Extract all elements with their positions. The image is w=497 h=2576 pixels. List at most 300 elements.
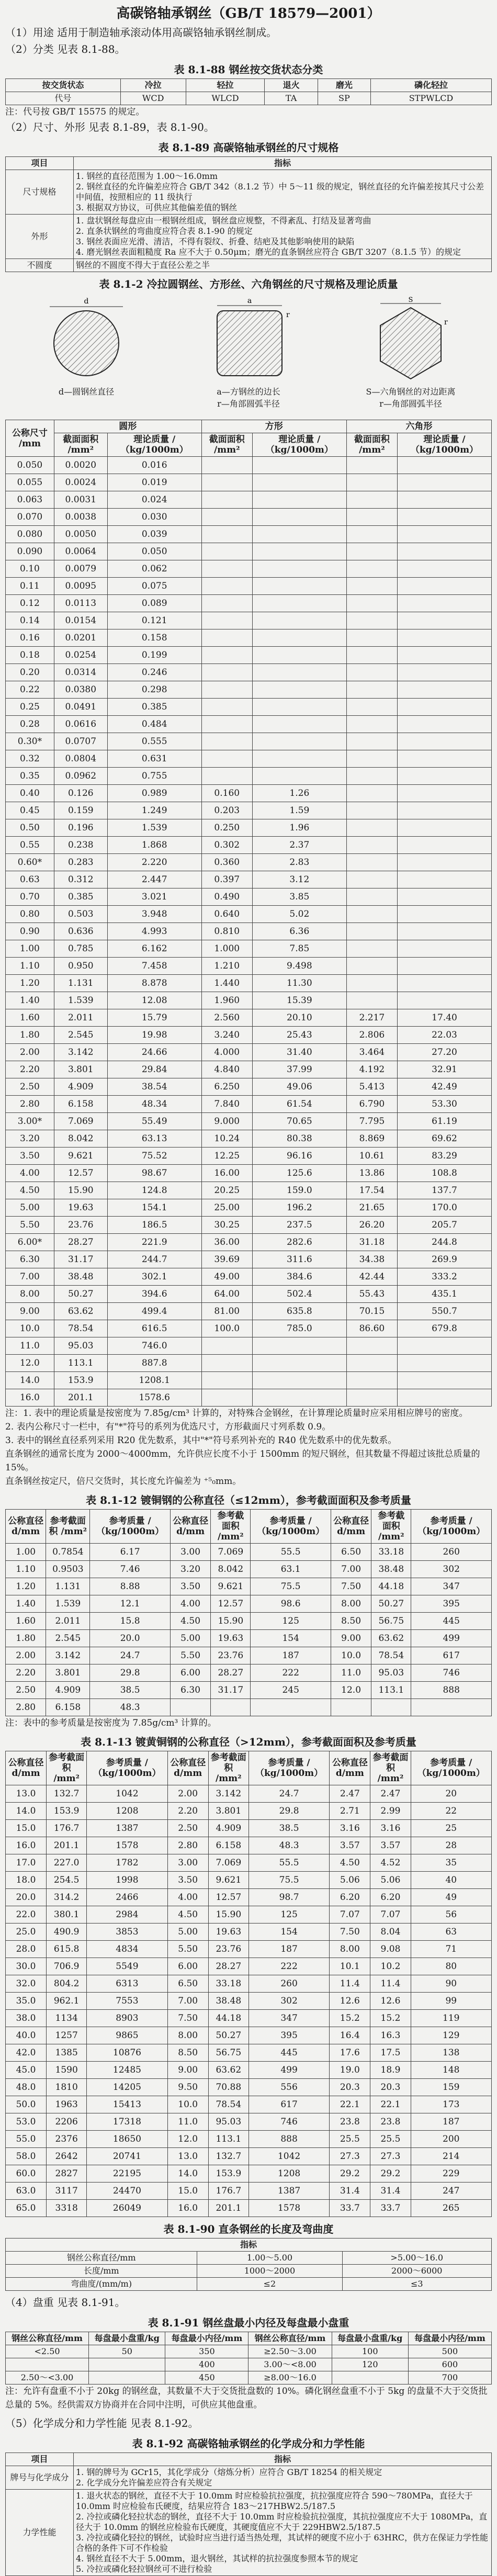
table-81-12-cell: 31.17 [211, 1682, 251, 1699]
weight-paragraph: （4）盘重 见表 8.1-91。 [5, 2296, 126, 2309]
table-81-13-cell: 23.76 [208, 1941, 249, 1958]
table-81-13-cell: 2984 [87, 1906, 167, 1923]
table-81-2-cell: 64.00 [201, 1286, 252, 1303]
table-81-2-cell: 0.385 [54, 888, 107, 906]
table-81-2-cell: 0.810 [201, 923, 252, 940]
table-81-2-cell: 11.30 [252, 975, 346, 992]
table-81-13-cell: 1042 [249, 2148, 329, 2165]
table-81-2-cell: 196.2 [252, 1199, 346, 1217]
table-81-2-cell: 3.20 [6, 1130, 54, 1148]
table-81-13-cell: 12485 [87, 2062, 167, 2079]
table-81-2-cell [346, 992, 397, 1009]
table-81-2-cell [346, 940, 397, 958]
table-81-2-cell [398, 888, 492, 906]
round-wire-diagram [34, 296, 139, 385]
table-81-2-note: 注：1. 表中的理论质量是按密度为 7.85g/cm³ 计算的，对特殊合金钢丝，在计算理论质量时应采用相应牌号的密度。 [5, 1408, 468, 1419]
table-81-2-cell [398, 906, 492, 923]
table-81-13-cell: 13.0 [167, 2148, 208, 2165]
table-81-12-cell: 38.48 [371, 1561, 411, 1578]
table-81-12-cell [411, 1699, 492, 1716]
table-81-2-cell: 1.131 [54, 975, 107, 992]
table-81-2-cell: 16.00 [201, 1165, 252, 1182]
table-81-13-row [6, 1906, 492, 1923]
table-81-12-cell: 1.40 [6, 1595, 46, 1613]
table-81-13-cell: 222 [249, 1958, 329, 1975]
table-81-2-cell [201, 457, 252, 474]
table-81-13-cell: 19.0 [330, 2062, 370, 2079]
table-81-2-cell [201, 509, 252, 526]
table-81-2-cell: 0.0254 [54, 647, 107, 664]
table-81-13-cell: 33.7 [330, 2200, 370, 2217]
table-81-2-cell: 0.019 [107, 474, 201, 491]
table-81-2-cell [346, 526, 397, 543]
table-81-2-row [6, 1130, 492, 1148]
table-81-12-cell: 23.76 [211, 1647, 251, 1664]
table-81-2-cell: 55.49 [107, 1113, 201, 1130]
table-81-2-cell: 0.080 [6, 526, 54, 543]
table-81-2-cell: 0.0050 [54, 526, 107, 543]
table-81-2-cell [398, 543, 492, 560]
table-81-12-cell [170, 1699, 210, 1716]
table-81-2-cell [252, 681, 346, 699]
table-81-2-cell: 6.250 [201, 1078, 252, 1096]
svg-text:a: a [247, 297, 252, 305]
table-81-2-cell [201, 491, 252, 509]
table-81-13-row [6, 1975, 492, 1993]
table-81-13-cell: 22 [411, 1803, 491, 1820]
table-81-2-cell: 53.30 [398, 1096, 492, 1113]
table-81-13-cell: 27.3 [330, 2148, 370, 2165]
table-91-row [6, 2345, 492, 2358]
table-81-2-cell: 0.199 [107, 647, 201, 664]
cross-section-figures [5, 296, 492, 417]
table-81-2-cell: 34.38 [346, 1251, 397, 1268]
table-81-12-cell: 1.00 [6, 1544, 46, 1561]
table-81-2-row [6, 1148, 492, 1165]
table-81-2-cell [252, 560, 346, 578]
table-81-2-row [6, 819, 492, 837]
table-91-cell: ≥2.50～3.00 [249, 2345, 332, 2358]
table-81-13-cell: 6.20 [330, 1889, 370, 1906]
table-81-13-cell: 254.5 [47, 1872, 87, 1889]
table-89-item: 外形 [6, 215, 74, 259]
table-91-cell [89, 2358, 165, 2371]
table-81-2-cell: 0.070 [6, 509, 54, 526]
table-81-2-cell: 17.54 [346, 1182, 397, 1199]
table-81-2-cell: 0.80 [6, 906, 54, 923]
table-81-13-cell: 8903 [87, 2010, 167, 2027]
table-81-2-cell: 0.490 [201, 888, 252, 906]
shape-paragraph: （2）尺寸、外形 见表 8.1-89，表 8.1-90。 [5, 121, 214, 133]
table-81-2-cell: 19.63 [54, 1199, 107, 1217]
table-81-2-group: 六角形 [346, 420, 491, 433]
table-81-12-cell: 75.5 [251, 1578, 331, 1595]
table-81-2-cell: 887.8 [107, 1355, 201, 1372]
table-81-2-header: 截面面积 /mm² [54, 433, 107, 457]
table-81-2-cell: 0.30* [6, 733, 54, 750]
table-81-2-cell [398, 681, 492, 699]
table-81-13 [5, 1751, 492, 2217]
table-81-13-cell: 490.9 [47, 1923, 87, 1941]
table-81-12-cell: 2.50 [6, 1682, 46, 1699]
table-81-2-cell: 186.5 [107, 1217, 201, 1234]
table-81-2-cell: 3.464 [346, 1044, 397, 1061]
table-81-12-cell: 617 [411, 1647, 492, 1664]
table-81-2-cell [346, 664, 397, 681]
table-81-13-cell: 247 [411, 2183, 491, 2200]
table-81-2-cell: 0.60* [6, 854, 54, 871]
table-81-13-cell: 5549 [87, 1958, 167, 1975]
table-81-13-cell: 28 [411, 1837, 491, 1854]
table-81-13-cell: 1963 [47, 2096, 87, 2113]
table-81-13-header: 参考质量 /（kg/1000m） [87, 1751, 167, 1785]
table-81-13-cell: 617 [249, 2096, 329, 2113]
table-81-2-cell: 12.25 [201, 1148, 252, 1165]
table-81-2-row [6, 1096, 492, 1113]
table-81-12-cell: 6.50 [331, 1544, 371, 1561]
table-81-2-cell: 0.0201 [54, 629, 107, 647]
table-81-13-row [6, 1889, 492, 1906]
table-89-item: 不圆度 [6, 259, 74, 272]
table-81-13-cell: 314.2 [47, 1889, 87, 1906]
table-81-13-cell: 22.1 [370, 2096, 411, 2113]
table-81-13-cell: 8.00 [167, 2027, 208, 2044]
table-91-header: 每盘最小内径/mm [408, 2332, 491, 2345]
table-81-13-cell: 33.7 [370, 2200, 411, 2217]
table-81-2-cell: 31.17 [54, 1251, 107, 1268]
table-81-13-cell: 1387 [87, 1820, 167, 1837]
table-81-13-cell: 229 [411, 2165, 491, 2183]
table-81-2-cell: 0.0616 [54, 716, 107, 733]
document-title: 高碳铬轴承钢丝（GB/T 18579—2001） [116, 6, 381, 21]
table-81-2-cell: 11.0 [6, 1337, 54, 1355]
table-81-12-cell: 2.011 [46, 1613, 90, 1630]
table-81-2-cell: 4.840 [201, 1061, 252, 1078]
table-81-2-row [6, 526, 492, 543]
table-81-2-cell: 0.50 [6, 819, 54, 837]
table-81-2-cell: 2.217 [346, 1009, 397, 1027]
table-81-13-cell: 9.50 [167, 2079, 208, 2096]
table-81-2-cell [201, 1337, 252, 1355]
table-81-12-cell: 95.03 [371, 1664, 411, 1682]
table-81-13-cell: 12.57 [208, 1889, 249, 1906]
table-81-13-cell: 9.621 [208, 1872, 249, 1889]
table-81-2-cell [398, 802, 492, 819]
table-81-13-cell: 6313 [87, 1975, 167, 1993]
table-81-2-cell [201, 733, 252, 750]
table-81-12-cell: 56.75 [371, 1613, 411, 1630]
table-81-13-cell: 3.50 [167, 1872, 208, 1889]
table-81-2-cell: 1.210 [201, 958, 252, 975]
table-92 [5, 2453, 492, 2576]
table-88-row-label: 代号 [6, 92, 121, 105]
table-81-2-cell [398, 509, 492, 526]
table-81-13-cell: 63.62 [208, 2062, 249, 2079]
table-81-2-cell: 42.49 [398, 1078, 492, 1096]
table-81-13-row [6, 2027, 492, 2044]
table-81-2-cell [398, 819, 492, 837]
table-81-2-cell: 4.909 [54, 1078, 107, 1096]
table-81-2-cell [252, 509, 346, 526]
table-81-2-cell: 15.39 [252, 992, 346, 1009]
table-81-2-cell [201, 1355, 252, 1372]
table-81-2-cell: 0.0804 [54, 750, 107, 768]
table-81-2-cell: 269.9 [398, 1251, 492, 1268]
table-81-13-cell: 14.0 [167, 2165, 208, 2183]
table-81-2-cell: 12.0 [6, 1355, 54, 1372]
table-81-2-cell [398, 871, 492, 888]
table-81-13-cell: 35.0 [6, 1993, 47, 2010]
table-81-12-cell: 1.80 [6, 1630, 46, 1647]
table-81-13-cell: 50.27 [208, 2027, 249, 2044]
table-81-2-cell [346, 854, 397, 871]
table-81-12-cell: 2.545 [46, 1630, 90, 1647]
table-81-13-cell: 32.0 [6, 1975, 47, 1993]
use-paragraph [5, 24, 492, 41]
table-81-2-header: 理论质量 /（kg/1000m） [398, 433, 492, 457]
table-81-2-row [6, 1061, 492, 1078]
table-91-cell [89, 2371, 165, 2384]
table-81-13-cell: 3117 [47, 2183, 87, 2200]
table-81-2-cell: 70.15 [346, 1303, 397, 1320]
table-91-row [6, 2358, 492, 2371]
table-81-2-cell: 6.00* [6, 1234, 54, 1251]
table-81-13-cell: 53.0 [6, 2113, 47, 2131]
table-81-2-cell: 29.84 [107, 1061, 201, 1078]
table-81-2-cell [252, 647, 346, 664]
table-81-13-cell: 23.8 [370, 2113, 411, 2131]
table-81-2-cell: 10.0 [6, 1320, 54, 1337]
table-81-13-cell: 3.16 [330, 1820, 370, 1837]
table-81-13-cell: 29.2 [370, 2165, 411, 2183]
table-81-2-cell [346, 837, 397, 854]
table-81-2-cell: 282.6 [252, 1234, 346, 1251]
table-81-2-cell: 0.055 [6, 474, 54, 491]
table-81-2-cell: 154.1 [107, 1199, 201, 1217]
table-81-13-cell: 7.00 [167, 1993, 208, 2010]
table-81-2-cell: 0.10 [6, 560, 54, 578]
table-81-13-cell: 11.0 [167, 2113, 208, 2131]
table-81-13-cell: 2.80 [167, 1837, 208, 1854]
svg-text:r: r [286, 311, 290, 319]
table-92-header: 指标 [74, 2453, 492, 2466]
table-81-2-cell [252, 664, 346, 681]
table-81-2-cell: 25.00 [201, 1199, 252, 1217]
table-81-2-caption: 表 8.1-2 冷拉圆钢丝、方形丝、六角钢丝的尺寸规格及理论质量 [99, 278, 398, 290]
table-81-2-cell [346, 1372, 397, 1389]
table-81-12-cell: 63.62 [371, 1630, 411, 1647]
table-81-13-cell: 38.5 [249, 1820, 329, 1837]
table-81-2-cell: 0.555 [107, 733, 201, 750]
table-81-13-cell: 98.7 [249, 1889, 329, 1906]
table-81-13-cell: 113.1 [208, 2131, 249, 2148]
table-90-cell: >5.00～16.0 [342, 2252, 492, 2265]
table-88 [5, 78, 492, 105]
table-81-13-cell: 445 [249, 2044, 329, 2062]
table-81-13-cell: 49 [411, 1889, 491, 1906]
table-81-13-cell: 27.3 [370, 2148, 411, 2165]
table-81-2-cell: 0.196 [54, 819, 107, 837]
table-81-12-cell: 3.50 [170, 1578, 210, 1595]
table-81-2-cell: 0.062 [107, 560, 201, 578]
table-81-13-cell: 2.50 [167, 1820, 208, 1837]
table-81-13-header: 参考质量 /（kg/1000m） [411, 1751, 491, 1785]
table-81-12-cell: 20.0 [90, 1630, 171, 1647]
table-81-13-row [6, 2131, 492, 2148]
table-81-13-cell: 20741 [87, 2148, 167, 2165]
table-81-12-cell: 0.7854 [46, 1544, 90, 1561]
table-81-13-cell: 4834 [87, 1941, 167, 1958]
table-81-2-cell: 31.40 [252, 1044, 346, 1061]
table-81-2-row [6, 647, 492, 664]
table-81-2-notes [5, 1407, 492, 1488]
table-81-2-cell: 435.1 [398, 1286, 492, 1303]
table-81-12-cell: 38.5 [90, 1682, 171, 1699]
table-81-2-header: 公称尺寸 /mm [6, 420, 54, 457]
table-81-12-caption: 表 8.1-12 镀铜钢的公称直径（≤12mm），参考截面面积及参考质量 [86, 1494, 411, 1506]
table-81-13-row [6, 1854, 492, 1872]
table-81-13-cell: 3.00 [167, 1854, 208, 1872]
table-81-2-row [6, 802, 492, 819]
table-81-12 [5, 1509, 492, 1716]
table-81-2-cell [201, 750, 252, 768]
table-81-13-cell: 10.2 [370, 1958, 411, 1975]
table-81-2-cell: 0.45 [6, 802, 54, 819]
table-81-13-cell: 176.7 [208, 2183, 249, 2200]
table-81-2-cell: 2.545 [54, 1027, 107, 1044]
table-81-2-cell: 36.00 [201, 1234, 252, 1251]
table-81-13-cell: 5.06 [370, 1872, 411, 1889]
table-81-12-row [6, 1561, 492, 1578]
table-81-13-cell: 13.0 [6, 1785, 47, 1803]
table-92-header: 项目 [6, 2453, 74, 2466]
table-81-12-cell: 1.131 [46, 1578, 90, 1595]
table-81-2-cell: 0.640 [201, 906, 252, 923]
table-81-2-cell: 100.0 [201, 1320, 252, 1337]
table-81-2-cell: 3.00* [6, 1113, 54, 1130]
table-81-13-cell: 42.0 [6, 2044, 47, 2062]
table-81-2-cell: 550.7 [398, 1303, 492, 1320]
table-81-2-cell [398, 733, 492, 750]
table-81-2-cell [201, 612, 252, 629]
table-81-2-cell: 17.40 [398, 1009, 492, 1027]
table-81-13-cell: 2466 [87, 1889, 167, 1906]
table-81-2-cell: 302.1 [107, 1268, 201, 1286]
table-81-13-row [6, 1837, 492, 1854]
table-81-13-cell: 16.4 [330, 2027, 370, 2044]
table-81-2-cell: 0.989 [107, 785, 201, 802]
table-81-2-cell: 0.075 [107, 578, 201, 595]
table-81-13-cell: 10.1 [330, 1958, 370, 1975]
table-88-header: 冷拉 [120, 79, 186, 92]
table-92-item: 力学性能 [6, 2490, 74, 2576]
table-81-13-cell: 40.0 [6, 2027, 47, 2044]
table-81-2-cell [252, 750, 346, 768]
table-81-2-cell [201, 699, 252, 716]
table-91-cell: 50 [89, 2345, 165, 2358]
table-81-2-cell: 4.50 [6, 1182, 54, 1199]
table-81-2-cell [398, 1372, 492, 1389]
table-81-2-cell: 108.8 [398, 1165, 492, 1182]
table-81-13-cell: 15413 [87, 2096, 167, 2113]
table-81-2-cell: 38.48 [54, 1268, 107, 1286]
table-81-2-cell [252, 543, 346, 560]
table-81-2-cell: 8.042 [54, 1130, 107, 1148]
square-wire-diagram [196, 296, 301, 385]
table-81-2-row [6, 1078, 492, 1096]
table-81-12-cell: 746 [411, 1664, 492, 1682]
table-81-2-cell: 6.162 [107, 940, 201, 958]
table-81-2-cell [346, 975, 397, 992]
table-81-2-header: 截面面积 /mm² [346, 433, 397, 457]
table-81-13-cell: 1385 [47, 2044, 87, 2062]
table-81-13-cell: 7.50 [167, 2010, 208, 2027]
table-81-13-cell: 25.5 [370, 2131, 411, 2148]
table-81-13-cell: 2642 [47, 2148, 87, 2165]
table-81-13-cell: 2.47 [330, 1785, 370, 1803]
table-91 [5, 2332, 492, 2384]
table-81-2-cell: 20.10 [252, 1009, 346, 1027]
table-81-13-cell: 6.50 [167, 1975, 208, 1993]
table-81-2-cell [398, 940, 492, 958]
table-81-12-cell: 113.1 [371, 1682, 411, 1699]
table-89-text: 钢丝的不圆度不得大于直径公差之半 [74, 259, 492, 272]
table-81-2-cell: 22.03 [398, 1027, 492, 1044]
table-81-12-cell: 15.8 [90, 1613, 171, 1630]
table-81-13-header: 公称直径 d/mm [6, 1751, 47, 1785]
table-81-2-cell [398, 923, 492, 940]
table-81-2-cell: 394.6 [107, 1286, 201, 1303]
table-81-2-cell: 20.25 [201, 1182, 252, 1199]
table-81-12-cell [251, 1699, 331, 1716]
table-81-12-cell: 48.3 [90, 1699, 171, 1716]
table-81-2-cell [252, 612, 346, 629]
table-81-13-cell: 8.50 [167, 2044, 208, 2062]
table-90-cell: ≤3 [342, 2278, 492, 2291]
table-88-cell: STPWLCD [370, 92, 491, 105]
table-91-header: 钢丝公称直径/mm [249, 2332, 332, 2345]
table-81-13-row [6, 1958, 492, 1975]
table-81-2-cell: 0.0095 [54, 578, 107, 595]
table-81-2-cell: 1.20 [6, 975, 54, 992]
table-81-2-cell: 1.40 [6, 992, 54, 1009]
table-81-13-cell: 173 [411, 2096, 491, 2113]
table-81-12-cell: 11.0 [331, 1664, 371, 1682]
table-81-2-cell: 7.85 [252, 940, 346, 958]
table-81-2-cell: 1578.6 [107, 1389, 201, 1407]
table-81-2-cell: 0.030 [107, 509, 201, 526]
table-81-2-cell: 0.0491 [54, 699, 107, 716]
table-81-13-cell: 20 [411, 1785, 491, 1803]
table-81-13-row [6, 2062, 492, 2079]
table-81-2-cell: 785.0 [252, 1320, 346, 1337]
table-81-2-row [6, 1268, 492, 1286]
svg-text:r: r [444, 318, 448, 327]
table-81-2-cell: 23.76 [54, 1217, 107, 1234]
table-81-2-cell: 0.159 [54, 802, 107, 819]
table-81-12-cell: 33.18 [371, 1544, 411, 1561]
table-81-2-cell: 0.950 [54, 958, 107, 975]
table-81-2-row [6, 578, 492, 595]
table-81-12-cell [331, 1699, 371, 1716]
table-90-cell: 2000～6000 [342, 2265, 492, 2278]
table-81-2-cell: 0.250 [201, 819, 252, 837]
table-81-2-row [6, 854, 492, 871]
table-81-12-cell: 8.88 [90, 1578, 171, 1595]
table-81-2-row [6, 560, 492, 578]
table-81-13-cell: 15.90 [208, 1906, 249, 1923]
table-81-13-cell: 7.07 [330, 1906, 370, 1923]
